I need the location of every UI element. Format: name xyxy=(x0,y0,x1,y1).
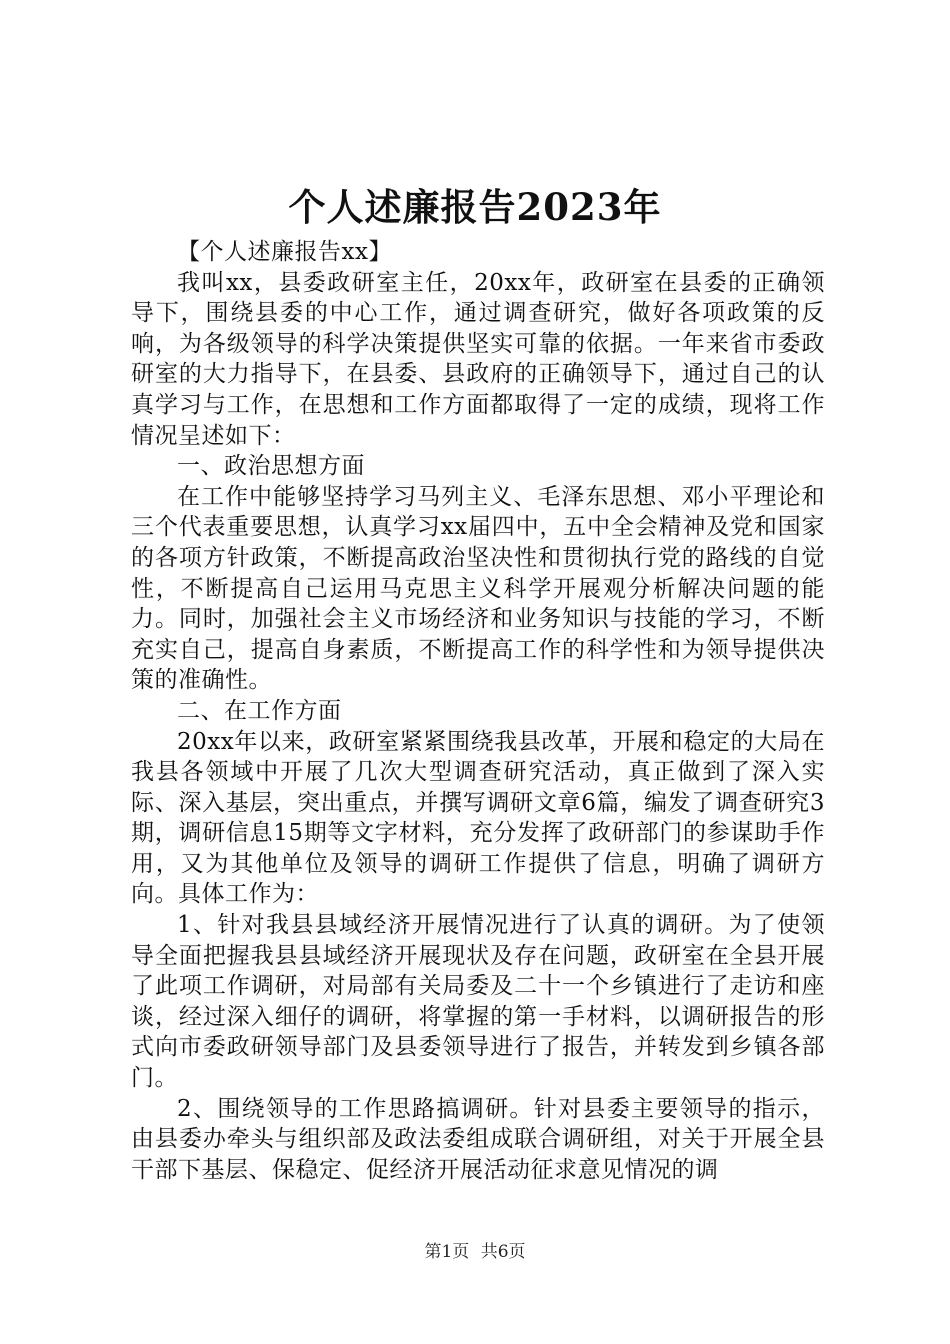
section-heading-political: 一、政治思想方面 xyxy=(177,453,365,480)
section-heading-work: 二、在工作方面 xyxy=(177,697,342,724)
report-tag-line: 【个人述廉报告xx】 xyxy=(177,239,392,265)
document-body xyxy=(131,237,825,1185)
intro-paragraph: 我叫xx，县委政研室主任，20xx年，政研室在县委的正确领导下，围绕县委的中心工作，通过调查研究，做好各项政策的反响，为各级领导的科学决策提供坚实可靠的依据。一年来省市委政研室的大力指导下，在县委、县政府的正确领导下，通过自己的认真学习与工作，在思想和工作方面都取得了一定的成绩，现将工作情况呈述如下： xyxy=(131,269,825,449)
work-item-1: 1、针对我县县域经济开展情况进行了认真的调研。为了使领导全面把握我县县域经济开展现状及存在问题，政研室在全县开展了此项工作调研，对局部有关局委及二十一个乡镇进行了走访和座谈，经过深入细仔的调研，将掌握的第一手材料，以调研报告的形式向市委政研领导部门及县委领导进行了报告，并转发到乡镇各部门。 xyxy=(131,912,825,1092)
page-total: 共6页 xyxy=(480,1242,526,1262)
document-title: 个人述廉报告2023年 xyxy=(288,185,662,229)
political-paragraph: 在工作中能够坚持学习马列主义、毛泽东思想、邓小平理论和三个代表重要思想，认真学习xx届四中，五中全会精神及党和国家的各项方针政策，不断提高政治坚决性和贯彻执行党的路线的自觉性，不断提高自己运用马克思主义科学开展观分析解决问题的能力。同时，加强社会主义市场经济和业务知识与技能的学习，不断充实自己，提高自身素质，不断提高工作的科学性和为领导提供决策的准确性。 xyxy=(131,483,825,694)
work-item-2: 2、围绕领导的工作思路搞调研。针对县委主要领导的指示，由县委办牵头与组织部及政法委组成联合调研组，对关于开展全县干部下基层、保稳定、促经济开展活动征求意见情况的调 xyxy=(131,1095,825,1183)
work-paragraph: 20xx年以来，政研室紧紧围绕我县改革，开展和稳定的大局在我县各领域中开展了几次大型调查研究活动，真正做到了深入实际、深入基层，突出重点，并撰写调研文章6篇，编发了调查研究3期，调研信息15期等文字材料，充分发挥了政研部门的参谋助手作用，又为其他单位及领导的调研工作提供了信息，明确了调研方向。具体工作为： xyxy=(131,728,825,908)
page-footer xyxy=(0,1240,950,1264)
page-number: 第1页 xyxy=(424,1242,470,1262)
